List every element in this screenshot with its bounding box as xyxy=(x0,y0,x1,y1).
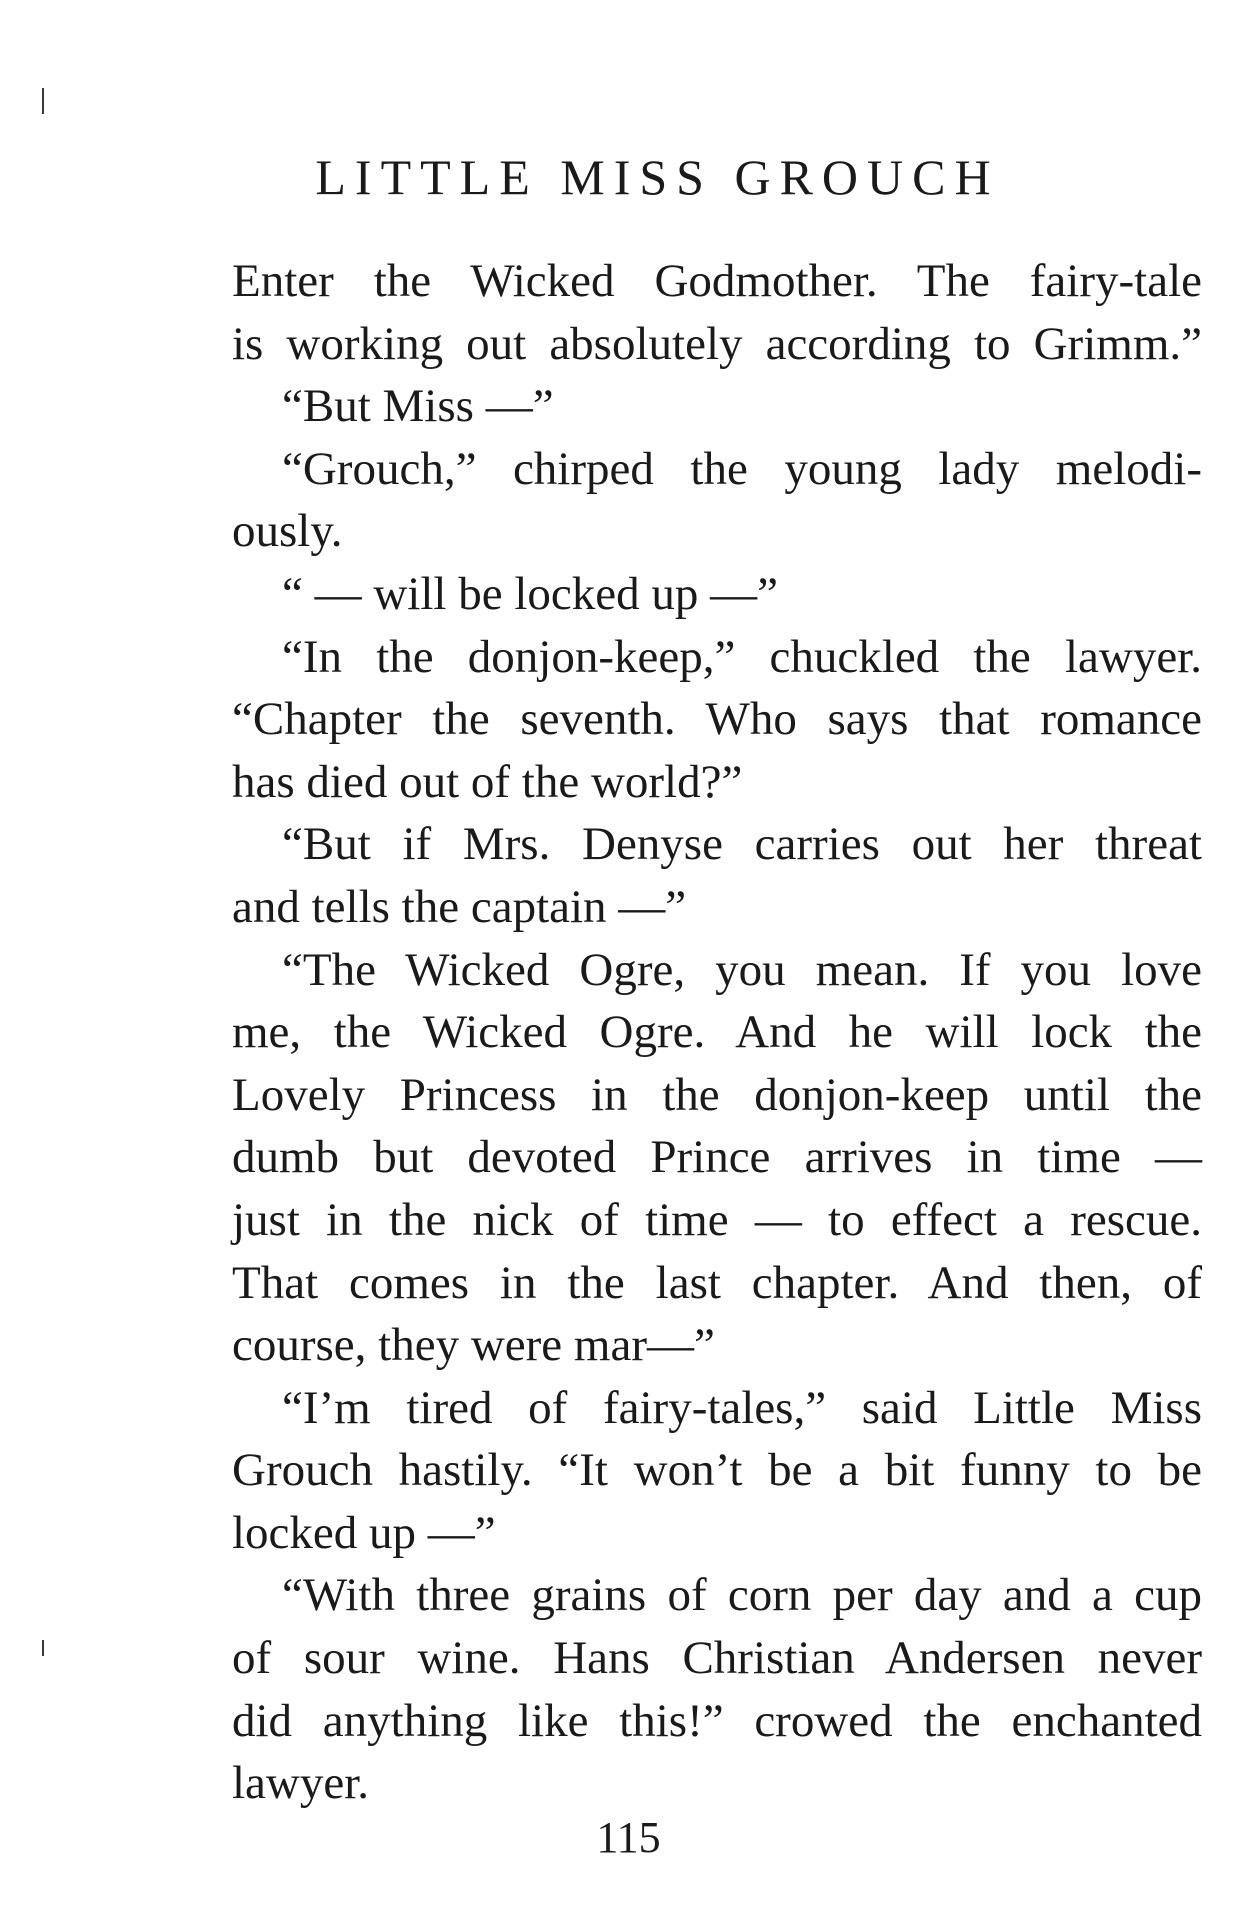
text-line: “I’m tired of fairy-tales,” said Little Miss xyxy=(282,1381,1202,1434)
text-line: “The Wicked Ogre, you mean. If you love xyxy=(282,943,1202,996)
text-line: That comes in the last chapter. And then, of xyxy=(232,1256,1202,1309)
margin-speck xyxy=(42,1640,44,1656)
text-line: did anything like this!” crowed the enchanted xyxy=(232,1694,1202,1747)
text-line: lawyer. xyxy=(232,1757,370,1810)
text-line: “Grouch,” chirped the young lady melodi- xyxy=(282,442,1202,495)
text-line: “In the donjon-keep,” chuckled the lawyer. xyxy=(282,630,1202,683)
text-line: dumb but devoted Prince arrives in time — xyxy=(232,1131,1202,1184)
text-line: course, they were mar—” xyxy=(232,1319,715,1372)
text-line: “Chapter the seventh. Who says that romance xyxy=(232,693,1202,746)
margin-speck xyxy=(42,88,44,114)
text-line: just in the nick of time — to effect a rescue. xyxy=(232,1193,1202,1246)
text-line: “But if Mrs. Denyse carries out her threat xyxy=(282,818,1202,871)
text-line: Grouch hastily. “It won’t be a bit funny to be xyxy=(232,1444,1202,1497)
text-line: Enter the Wicked Godmother. The fairy-tale xyxy=(232,255,1202,307)
body-text xyxy=(232,250,1202,1815)
text-line: has died out of the world?” xyxy=(232,755,743,808)
text-line: locked up —” xyxy=(232,1506,496,1559)
text-line: ously. xyxy=(232,505,343,558)
page-number: 115 xyxy=(596,1813,661,1862)
text-line: of sour wine. Hans Christian Andersen never xyxy=(232,1632,1202,1685)
text-line: Lovely Princess in the donjon-keep until the xyxy=(232,1068,1202,1121)
text-line: “With three grains of corn per day and a cup xyxy=(282,1569,1202,1622)
text-line: is working out absolutely according to Grimm.” xyxy=(232,317,1202,370)
text-line: “But Miss —” xyxy=(282,380,554,433)
text-line: “ — will be locked up —” xyxy=(282,567,778,620)
text-line: me, the Wicked Ogre. And he will lock the xyxy=(232,1006,1202,1059)
running-header: LITTLE MISS GROUCH xyxy=(315,149,1000,205)
text-line: and tells the captain —” xyxy=(232,880,687,933)
